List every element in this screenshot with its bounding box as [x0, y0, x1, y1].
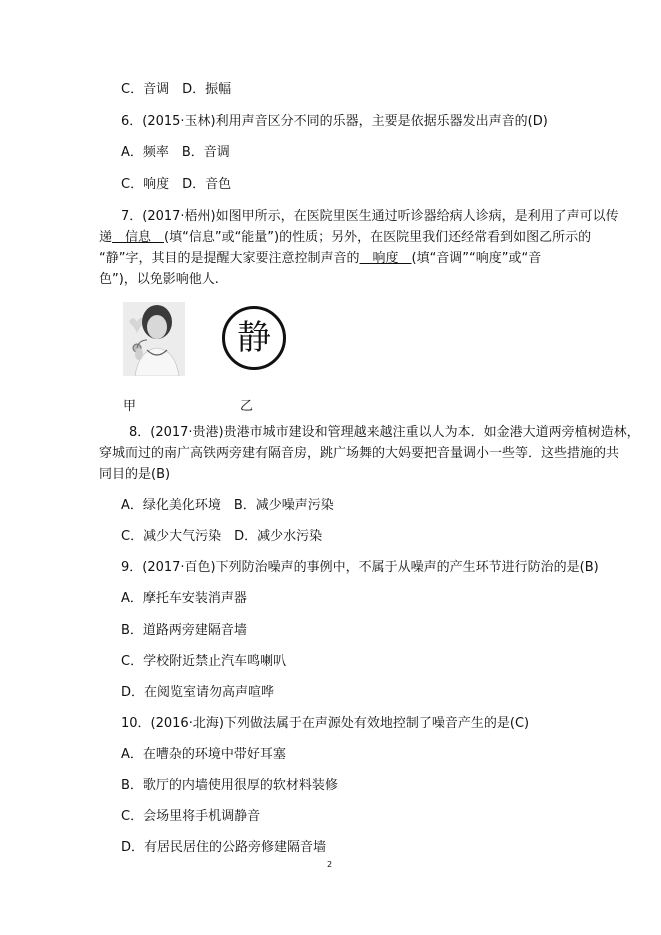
question-7-line-4: 色”)，以免影响他人.	[99, 272, 219, 287]
question-8-line-2: 穿城而过的南广高铁两旁建有隔音房，跳广场舞的大妈要把音量调小一些等．这些措施的共	[99, 446, 620, 461]
q7-text: (填“音调”“响度”或“音	[411, 251, 542, 266]
q9-option-a: A．摩托车安装消声器	[121, 591, 247, 606]
q7-answer-1: ＿信息＿	[112, 230, 165, 245]
question-7-line-1: 7．(2017·梧州)如图甲所示，在医院里医生通过听诊器给病人诊病，是利用了声可以传	[121, 209, 619, 224]
q10-option-b: B．歌厅的内墙使用很厚的软材料装修	[121, 778, 338, 793]
q8-option-a-b: A．绿化美化环境 B．减少噪声污染	[121, 498, 334, 513]
q9-option-b: B．道路两旁建隔音墙	[121, 623, 247, 638]
q10-option-c: C．会场里将手机调静音	[121, 809, 261, 824]
quiet-sign-character: 静	[237, 318, 271, 358]
page-number: 2	[327, 860, 333, 869]
q6-option-a-b: A．频率 B．音调	[121, 145, 230, 160]
q7-text: (填“信息”或“能量”)的性质；另外，在医院里我们还经常看到如图乙所示的	[164, 230, 592, 245]
q10-option-d: D．有居民居住的公路旁修建隔音墙	[121, 840, 327, 855]
question-6: 6．(2015·玉林)利用声音区分不同的乐器，主要是依据乐器发出声音的(D)	[121, 114, 548, 129]
doctor-photo	[123, 302, 185, 376]
q7-answer-2: ＿响度＿	[359, 251, 412, 266]
q10-option-a: A．在嘈杂的环境中带好耳塞	[121, 747, 286, 762]
question-7-line-2	[99, 229, 591, 247]
doctor-illustration	[123, 302, 185, 376]
q8-option-c-d: C．减少大气污染 D．减少水污染	[121, 529, 323, 544]
quiet-sign	[222, 306, 286, 370]
figure-caption-left: 甲	[123, 399, 137, 414]
question-9: 9．(2017·百色)下列防治噪声的事例中，不属于从噪声的产生环节进行防治的是(B)	[121, 560, 599, 575]
q9-option-c: C．学校附近禁止汽车鸣喇叭	[121, 654, 287, 669]
q5-option-c-d: C．音调 D．振幅	[121, 82, 232, 97]
q9-option-d: D．在阅览室请勿高声喧哗	[121, 685, 275, 700]
question-8-line-1: 8．(2017·贵港)贵港市城市建设和管理越来越注重以人为本．如金港大道两旁植树造林，	[129, 425, 640, 440]
question-10: 10．(2016·北海)下列做法属于在声源处有效地控制了噪音产生的是(C)	[121, 716, 530, 731]
figure-caption-right: 乙	[240, 399, 254, 414]
q7-text: “静”字，其目的是提醒大家要注意控制声音的	[99, 251, 360, 266]
q7-text: 递	[99, 230, 113, 245]
question-8-line-3: 同目的是(B)	[99, 467, 171, 482]
q6-option-c-d: C．响度 D．音色	[121, 177, 232, 192]
question-7-line-3	[99, 250, 541, 268]
